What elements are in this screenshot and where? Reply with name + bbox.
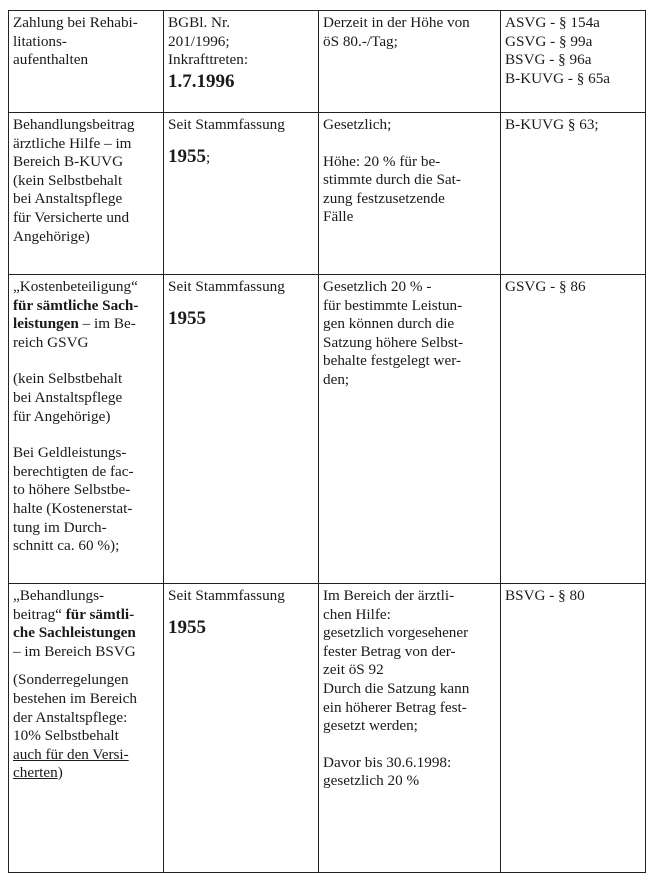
text-line: BGBl. Nr. [168, 14, 231, 31]
text-line: Im Bereich der ärztli- [323, 587, 455, 604]
cell-legal-basis [164, 113, 319, 275]
text-line: zeit öS 92 [323, 661, 384, 679]
text-line: den; [323, 370, 350, 388]
text-line: halte (Kostenerstat- [13, 499, 133, 517]
text-line: Inkrafttreten: [168, 51, 249, 69]
statute-ref: ASVG - § 154a [505, 14, 600, 31]
text-line: stimmte durch die Sat- [323, 171, 461, 189]
text-line: gesetzlich vorgesehener [323, 624, 469, 642]
text-line: ärztliche Hilfe – im [13, 134, 132, 152]
text-line: schnitt ca. 60 %); [13, 537, 120, 555]
text-line: Angehörige) [13, 227, 90, 245]
text-line: chen Hilfe: [323, 605, 391, 623]
cell-legal-basis [164, 11, 319, 113]
text-line: leistungen – im Be- [13, 315, 136, 333]
text-line: für Versicherte und [13, 208, 130, 226]
statute-ref: BSVG - § 96a [505, 51, 592, 69]
cell-amount [319, 11, 501, 113]
text-line: Gesetzlich; [323, 116, 392, 133]
cell-statute [501, 113, 646, 275]
cell-statute [501, 11, 646, 113]
text-line: für sämtliche Sach- [13, 296, 139, 314]
effective-year: 1955; [168, 145, 211, 167]
text-line: gesetzt werden; [323, 717, 418, 735]
text-line: behalte festgelegt wer- [323, 352, 461, 370]
effective-year: 1955 [168, 307, 206, 329]
text-line: Seit Stammfassung [168, 116, 285, 133]
cell-legal-basis [164, 275, 319, 584]
statute-ref: GSVG - § 99a [505, 32, 593, 50]
text-line: cherten) [13, 764, 63, 782]
cell-description [9, 11, 164, 113]
cell-amount [319, 113, 501, 275]
statute-ref: B-KUVG § 63; [505, 116, 599, 133]
table-row [9, 584, 646, 873]
text-line: bei Anstaltspflege [13, 190, 123, 208]
cell-legal-basis [164, 584, 319, 873]
text-line: Derzeit in der Höhe von [323, 14, 470, 31]
text-line: öS 80.-/Tag; [323, 32, 398, 50]
text-line: (kein Selbstbehalt [13, 370, 123, 388]
text-line: Höhe: 20 % für be- [323, 152, 441, 170]
cell-description [9, 275, 164, 584]
text-line: Davor bis 30.6.1998: [323, 753, 452, 771]
text-line: Bereich B-KUVG [13, 153, 124, 171]
table-row [9, 113, 646, 275]
text-line: Behandlungsbeitrag [13, 116, 135, 133]
table-row [9, 275, 646, 584]
statute-ref: BSVG - § 80 [505, 587, 585, 604]
text-line: tung im Durch- [13, 518, 107, 536]
cell-statute [501, 584, 646, 873]
effective-year: 1955 [168, 616, 206, 638]
cell-amount [319, 275, 501, 584]
text-line: fester Betrag von der- [323, 642, 456, 660]
table-row [9, 11, 646, 113]
text-line: Satzung höhere Selbst- [323, 333, 464, 351]
text-line: aufenthalten [13, 51, 89, 69]
text-line: litations- [13, 32, 67, 50]
text-line: Durch die Satzung kann [323, 679, 470, 697]
cell-description [9, 113, 164, 275]
text-line: che Sachleistungen [13, 624, 136, 642]
text-line: beitrag“ für sämtli- [13, 605, 135, 623]
text-line: bei Anstaltspflege [13, 388, 123, 406]
selbstbehalt-table [8, 10, 646, 873]
cell-statute [501, 275, 646, 584]
text-line: Bei Geldleistungs- [13, 444, 127, 462]
text-line: der Anstaltspflege: [13, 708, 128, 726]
text-line: to höhere Selbstbe- [13, 481, 131, 499]
text-line: Zahlung bei Rehabi- [13, 14, 138, 31]
text-line: „Kostenbeteiligung“ [13, 278, 138, 295]
text-line: reich GSVG [13, 333, 89, 351]
text-line: zung festzusetzende [323, 189, 445, 207]
text-line: Gesetzlich 20 % - [323, 278, 432, 295]
text-line: gesetzlich 20 % [323, 772, 420, 790]
text-line: (kein Selbstbehalt [13, 171, 123, 189]
text-line: Fälle [323, 208, 354, 226]
statute-ref: B-KUVG - § 65a [505, 69, 611, 87]
text-line: ein höherer Betrag fest- [323, 698, 467, 716]
text-line: auch für den Versi- [13, 745, 129, 763]
text-line: berechtigten de fac- [13, 462, 134, 480]
text-line: bestehen im Bereich [13, 689, 137, 707]
effective-date: 1.7.1996 [168, 70, 235, 92]
text-line: gen können durch die [323, 315, 455, 333]
text-line: für Angehörige) [13, 407, 111, 425]
text-line: für bestimmte Leistun- [323, 296, 463, 314]
text-line: Seit Stammfassung [168, 278, 285, 295]
statute-ref: GSVG - § 86 [505, 278, 586, 295]
text-line: Seit Stammfassung [168, 587, 285, 604]
text-line: 10% Selbstbehalt [13, 727, 119, 745]
text-line: „Behandlungs- [13, 587, 105, 604]
cell-description [9, 584, 164, 873]
cell-amount [319, 584, 501, 873]
text-line: 201/1996; [168, 32, 230, 50]
text-line: – im Bereich BSVG [13, 642, 136, 660]
text-line: (Sonderregelungen [13, 671, 129, 689]
